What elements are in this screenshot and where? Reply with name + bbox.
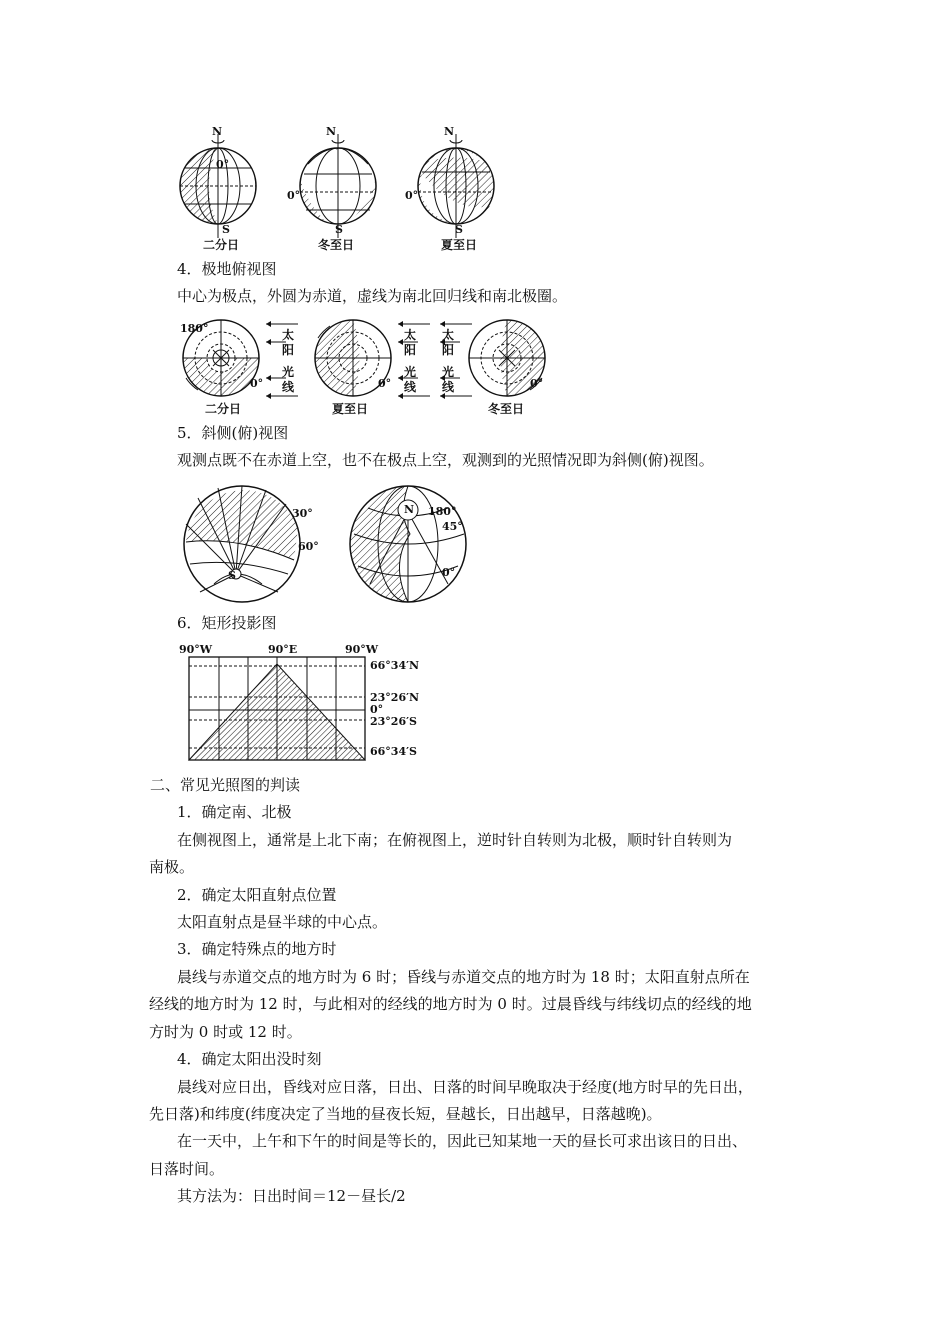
polar-view-heading: 4．极地俯视图 bbox=[177, 260, 277, 278]
rect-lat-label-0: 66°34′N bbox=[370, 659, 420, 672]
oblique-right-180-label: 180° bbox=[428, 505, 457, 518]
globe-summer-solstice bbox=[414, 126, 504, 236]
p1-line2: 南极。 bbox=[149, 858, 195, 876]
rect-lat-label-3: 23°26′S bbox=[370, 715, 417, 728]
p3-line1: 晨线与赤道交点的地方时为 6 时；昏线与赤道交点的地方时为 18 时；太阳直射点所在 bbox=[177, 968, 750, 986]
sunlight-3-char-0: 太 bbox=[442, 328, 455, 342]
oblique-left-60-label: 60° bbox=[298, 540, 319, 553]
oblique-globe-left bbox=[178, 484, 308, 604]
polar2-0-label: 0° bbox=[378, 377, 392, 390]
sunlight-1-char-2: 光 bbox=[282, 365, 295, 379]
sunlight-3-char-2: 光 bbox=[442, 365, 455, 379]
caption-polar-winter: 冬至日 bbox=[488, 402, 525, 416]
p6-line1: 其方法为：日出时间＝12－昼长/2 bbox=[177, 1187, 406, 1205]
oblique-view-heading: 5．斜侧(俯)视图 bbox=[177, 424, 289, 442]
p4-line1: 晨线对应日出，昏线对应日落，日出、日落的时间早晚取决于经度(地方时早的先日出， bbox=[177, 1078, 753, 1096]
polar-view-desc: 中心为极点，外圆为赤道，虚线为南北回归线和南北极圈。 bbox=[177, 287, 568, 305]
caption-equinox: 二分日 bbox=[203, 238, 240, 252]
sunlight-2-char-0: 太 bbox=[404, 328, 417, 342]
p3-line2: 经线的地方时为 12 时，与此相对的经线的地方时为 0 时。过晨昏线与纬线切点的经线的地 bbox=[149, 995, 752, 1013]
rect-lat-label-2: 0° bbox=[370, 703, 384, 716]
globe1-zero-label: 0° bbox=[216, 158, 230, 171]
globe3-north-label: N bbox=[444, 125, 455, 138]
caption-summer-solstice: 夏至日 bbox=[441, 238, 478, 252]
sunlight-1-char-1: 阳 bbox=[282, 343, 295, 357]
caption-winter-solstice: 冬至日 bbox=[318, 238, 355, 252]
p1-heading: 1．确定南、北极 bbox=[177, 803, 292, 821]
oblique-view-desc: 观测点既不在赤道上空，也不在极点上空，观测到的光照情况即为斜侧(俯)视图。 bbox=[177, 451, 714, 469]
oblique-globe-right bbox=[350, 484, 470, 604]
p2-heading: 2．确定太阳直射点位置 bbox=[177, 886, 337, 904]
sunlight-3-char-3: 线 bbox=[442, 380, 455, 394]
globe2-south-label: S bbox=[335, 223, 343, 236]
rect-top-label-0: 90°W bbox=[179, 643, 213, 656]
globe-equinox bbox=[176, 126, 266, 236]
sunlight-1-char-3: 线 bbox=[282, 380, 295, 394]
p4-line2: 先日落)和纬度(纬度决定了当地的昼夜长短，昼越长，日出越早，日落越晚)。 bbox=[149, 1105, 662, 1123]
polar1-0-label: 0° bbox=[250, 377, 264, 390]
caption-polar-summer: 夏至日 bbox=[332, 402, 369, 416]
p1-line1: 在侧视图上，通常是上北下南；在俯视图上，逆时针自转则为北极，顺时针自转则为 bbox=[177, 831, 733, 849]
globe2-zero-label: 0° bbox=[287, 189, 301, 202]
oblique-right-n-label: N bbox=[404, 503, 415, 516]
rect-proj-map bbox=[185, 656, 370, 762]
oblique-left-30-label: 30° bbox=[292, 507, 313, 520]
sunlight-2-char-3: 线 bbox=[404, 380, 417, 394]
p5-line2: 日落时间。 bbox=[149, 1160, 225, 1178]
globe1-south-label: S bbox=[222, 223, 230, 236]
p3-line3: 方时为 0 时或 12 时。 bbox=[149, 1023, 302, 1041]
oblique-right-0-label: 0° bbox=[442, 566, 456, 579]
p4-heading: 4．确定太阳出没时刻 bbox=[177, 1050, 322, 1068]
polar1-180-label: 180° bbox=[180, 322, 209, 335]
sunlight-2-char-1: 阳 bbox=[404, 343, 417, 357]
oblique-left-s-label: S bbox=[228, 569, 236, 582]
polar3-0-label: 0° bbox=[530, 377, 544, 390]
section2-heading: 二、常见光照图的判读 bbox=[150, 776, 301, 794]
p5-line1: 在一天中，上午和下午的时间是等长的，因此已知某地一天的昼长可求出该日的日出、 bbox=[177, 1132, 748, 1150]
sunlight-3-char-1: 阳 bbox=[442, 343, 455, 357]
globe-winter-solstice bbox=[296, 126, 386, 236]
globe1-north-label: N bbox=[212, 125, 223, 138]
oblique-right-45-label: 45° bbox=[442, 520, 463, 533]
rect-top-label-2: 90°W bbox=[345, 643, 379, 656]
p3-heading: 3．确定特殊点的地方时 bbox=[177, 940, 337, 958]
rect-top-label-1: 90°E bbox=[268, 643, 298, 656]
rect-proj-heading: 6．矩形投影图 bbox=[177, 614, 277, 632]
p2-line1: 太阳直射点是昼半球的中心点。 bbox=[177, 913, 388, 931]
caption-polar-equinox: 二分日 bbox=[205, 402, 242, 416]
rect-lat-label-1: 23°26′N bbox=[370, 691, 420, 704]
globe2-north-label: N bbox=[326, 125, 337, 138]
rect-lat-label-4: 66°34′S bbox=[370, 745, 417, 758]
sunlight-2-char-2: 光 bbox=[404, 365, 417, 379]
globe3-south-label: S bbox=[455, 223, 463, 236]
globe3-zero-label: 0° bbox=[405, 189, 419, 202]
sunlight-1-char-0: 太 bbox=[282, 328, 295, 342]
